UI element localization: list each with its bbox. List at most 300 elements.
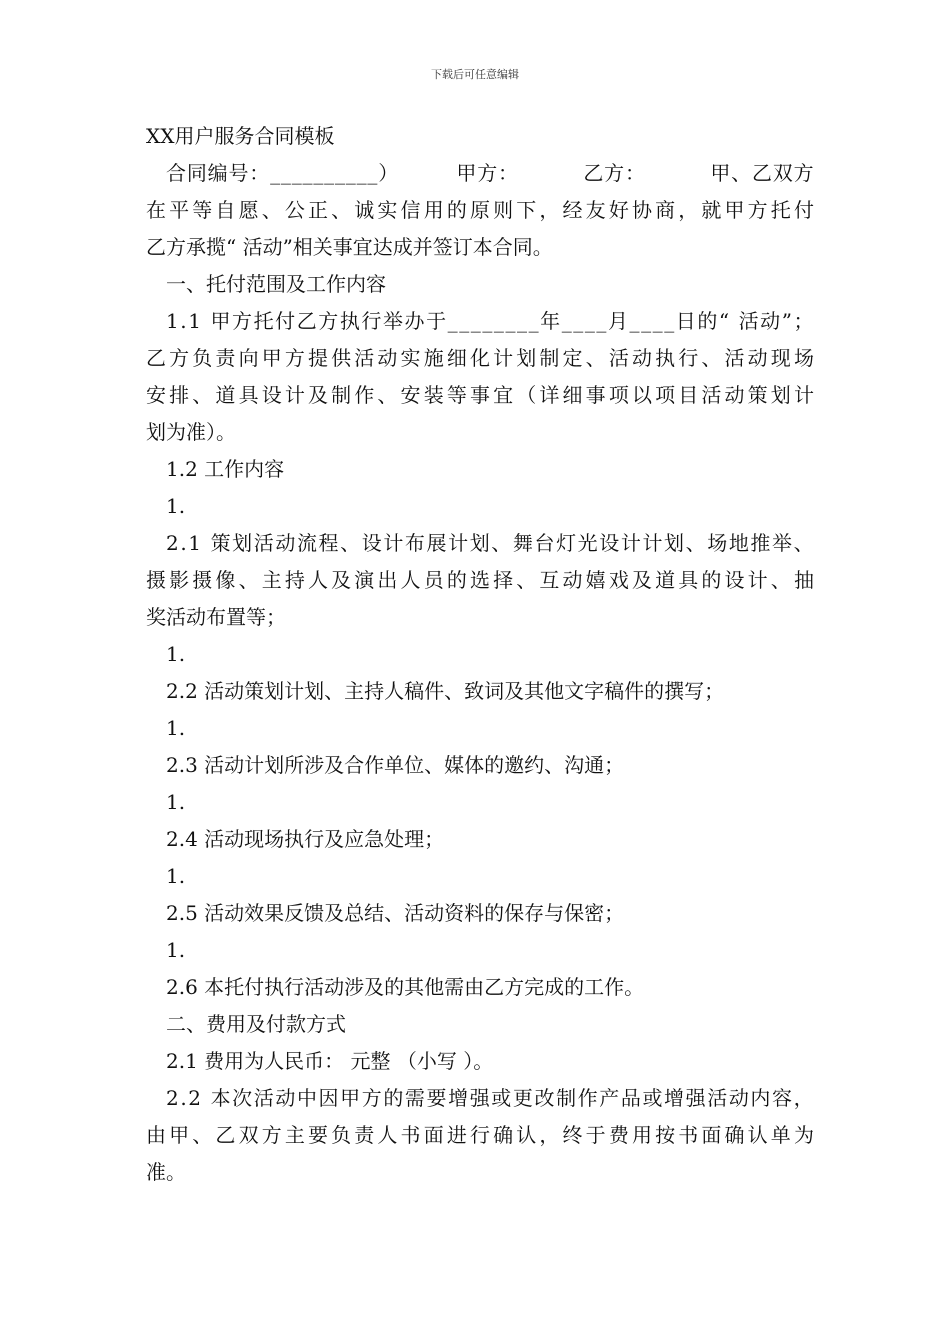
glyph: 单 bbox=[770, 1123, 791, 1147]
glyph: 付 bbox=[793, 198, 814, 222]
contract-line: 二、费用及付款方式 bbox=[166, 1012, 346, 1036]
glyph: ， bbox=[678, 198, 699, 222]
glyph: 人 bbox=[400, 568, 421, 592]
glyph: 行 bbox=[361, 309, 382, 333]
glyph: _ bbox=[528, 309, 539, 333]
glyph: 、 bbox=[331, 198, 352, 222]
glyph: _ bbox=[291, 161, 302, 185]
glyph: 、 bbox=[340, 531, 361, 555]
glyph: 活 bbox=[738, 309, 759, 333]
glyph: ， bbox=[539, 198, 560, 222]
glyph bbox=[526, 155, 532, 192]
glyph: . bbox=[180, 1086, 187, 1110]
glyph: 产 bbox=[599, 1086, 620, 1110]
glyph: 则 bbox=[493, 198, 514, 222]
glyph: 制 bbox=[331, 383, 352, 407]
glyph: 实 bbox=[377, 198, 398, 222]
glyph: _ bbox=[324, 161, 335, 185]
glyph: 由 bbox=[146, 1123, 166, 1147]
glyph: _ bbox=[596, 309, 607, 333]
glyph bbox=[731, 303, 737, 340]
contract-line: 准。 bbox=[146, 1160, 186, 1184]
contract-line bbox=[146, 377, 814, 414]
glyph: 计 bbox=[620, 531, 641, 555]
glyph: 动 bbox=[377, 346, 398, 370]
glyph: 具 bbox=[678, 568, 699, 592]
glyph: 2 bbox=[166, 1086, 179, 1110]
glyph: _ bbox=[447, 309, 458, 333]
contract-line bbox=[146, 525, 814, 562]
glyph bbox=[519, 155, 525, 192]
glyph: 以 bbox=[631, 383, 652, 407]
glyph: 认 bbox=[516, 1123, 537, 1147]
glyph: 供 bbox=[331, 346, 352, 370]
glyph bbox=[689, 155, 695, 192]
glyph: 动 bbox=[760, 309, 781, 333]
glyph: 日 bbox=[675, 309, 696, 333]
glyph: 甲 bbox=[261, 346, 282, 370]
glyph: 面 bbox=[423, 1123, 444, 1147]
glyph: 要 bbox=[307, 1123, 328, 1147]
glyph: 用 bbox=[423, 198, 444, 222]
glyph bbox=[667, 155, 673, 192]
glyph bbox=[203, 525, 209, 562]
glyph: 双 bbox=[772, 161, 793, 185]
glyph: 动 bbox=[724, 383, 745, 407]
glyph: 影 bbox=[169, 568, 190, 592]
glyph: 合 bbox=[166, 161, 186, 185]
glyph: 进 bbox=[446, 1123, 467, 1147]
glyph: 的 bbox=[446, 568, 467, 592]
glyph: 摄 bbox=[192, 568, 213, 592]
glyph: 方 bbox=[232, 309, 252, 333]
glyph: 托 bbox=[770, 198, 791, 222]
glyph: 强 bbox=[685, 1086, 706, 1110]
glyph: 面 bbox=[701, 1123, 722, 1147]
glyph: 场 bbox=[707, 531, 728, 555]
glyph: 容 bbox=[772, 1086, 792, 1110]
glyph: 信 bbox=[400, 198, 421, 222]
glyph: 按 bbox=[655, 1123, 676, 1147]
glyph: 甲 bbox=[169, 1123, 190, 1147]
glyph: 道 bbox=[655, 568, 676, 592]
glyph: 现 bbox=[770, 346, 791, 370]
glyph: 地 bbox=[728, 531, 749, 555]
glyph: . bbox=[180, 531, 187, 555]
glyph: 互 bbox=[539, 568, 560, 592]
glyph: 方 bbox=[604, 161, 625, 185]
glyph: 甲 bbox=[456, 161, 477, 185]
glyph: 灯 bbox=[556, 531, 577, 555]
glyph: 择 bbox=[493, 568, 514, 592]
glyph: 活 bbox=[701, 383, 722, 407]
glyph: 员 bbox=[423, 568, 444, 592]
glyph: _ bbox=[356, 161, 367, 185]
glyph: 改 bbox=[534, 1086, 555, 1110]
glyph: _ bbox=[302, 161, 313, 185]
contract-line bbox=[146, 192, 814, 229]
contract-line: 划为准）。 bbox=[146, 420, 236, 444]
glyph: 好 bbox=[608, 198, 629, 222]
glyph: 活 bbox=[354, 346, 375, 370]
contract-line: 1. bbox=[166, 716, 186, 740]
glyph: 目 bbox=[678, 383, 699, 407]
glyph bbox=[674, 155, 680, 192]
contract-line: 1. bbox=[166, 642, 186, 666]
glyph: 化 bbox=[469, 346, 490, 370]
glyph: _ bbox=[629, 309, 640, 333]
contract-line bbox=[146, 1080, 814, 1117]
glyph: 人 bbox=[307, 568, 328, 592]
glyph: 费 bbox=[608, 1123, 629, 1147]
glyph: 、 bbox=[516, 568, 537, 592]
glyph: 划 bbox=[516, 346, 537, 370]
glyph: 主 bbox=[261, 568, 282, 592]
glyph: 负 bbox=[192, 346, 213, 370]
contract-line bbox=[146, 155, 814, 192]
glyph: 甲 bbox=[210, 309, 231, 333]
glyph: 号 bbox=[228, 161, 249, 185]
glyph: _ bbox=[493, 309, 504, 333]
glyph: ； bbox=[793, 309, 814, 333]
glyph: 平 bbox=[169, 198, 190, 222]
glyph: _ bbox=[313, 161, 324, 185]
glyph: 公 bbox=[284, 198, 305, 222]
glyph: 台 bbox=[534, 531, 555, 555]
glyph: 、 bbox=[585, 346, 606, 370]
glyph: 方 bbox=[318, 309, 339, 333]
glyph: 计 bbox=[793, 383, 814, 407]
glyph: 宜 bbox=[493, 383, 514, 407]
contract-line: 2.5 活动效果反馈及总结、活动资料的保存与保密； bbox=[166, 901, 625, 925]
glyph: 品 bbox=[620, 1086, 641, 1110]
glyph bbox=[203, 1080, 209, 1117]
glyph: 方 bbox=[747, 198, 768, 222]
glyph: 、 bbox=[491, 531, 512, 555]
glyph: 1 bbox=[188, 531, 202, 555]
glyph: 增 bbox=[664, 1086, 685, 1110]
contract-line bbox=[146, 1117, 814, 1154]
glyph: 于 bbox=[426, 309, 447, 333]
glyph: 动 bbox=[275, 531, 296, 555]
glyph: 细 bbox=[446, 346, 467, 370]
glyph: 行 bbox=[678, 346, 699, 370]
glyph: 同 bbox=[186, 161, 207, 185]
glyph: _ bbox=[573, 309, 584, 333]
glyph: 光 bbox=[577, 531, 598, 555]
glyph: 动 bbox=[747, 346, 768, 370]
glyph: 举 bbox=[772, 531, 792, 555]
glyph: _ bbox=[652, 309, 663, 333]
glyph bbox=[696, 155, 702, 192]
glyph: _ bbox=[280, 161, 291, 185]
glyph: 人 bbox=[377, 1123, 398, 1147]
glyph: 商 bbox=[655, 198, 676, 222]
glyph: 、 bbox=[685, 531, 706, 555]
glyph: 等 bbox=[446, 383, 467, 407]
glyph: 划 bbox=[232, 531, 253, 555]
glyph: ” bbox=[781, 309, 792, 333]
contract-line: 2.1 费用为人民币： 元整 （小写 ）。 bbox=[166, 1049, 494, 1073]
glyph: ） bbox=[378, 161, 399, 185]
contract-line: 乙方承揽“ 活动”相关事宜达成并签订本合同。 bbox=[146, 235, 553, 259]
glyph: 、 bbox=[192, 383, 213, 407]
glyph: 正 bbox=[307, 198, 328, 222]
glyph: 执 bbox=[655, 346, 676, 370]
glyph: 更 bbox=[512, 1086, 533, 1110]
glyph: 计 bbox=[642, 531, 663, 555]
glyph: 或 bbox=[491, 1086, 512, 1110]
glyph: 事 bbox=[469, 383, 490, 407]
glyph: 抽 bbox=[793, 568, 814, 592]
glyph bbox=[533, 155, 539, 192]
glyph: 、 bbox=[377, 383, 398, 407]
glyph bbox=[569, 155, 575, 192]
contract-line: 2.2 活动策划计划、主持人稿件、致词及其他文字稿件的撰写； bbox=[166, 679, 725, 703]
glyph: 装 bbox=[423, 383, 444, 407]
glyph: 在 bbox=[146, 198, 166, 222]
glyph: 因 bbox=[318, 1086, 339, 1110]
glyph: _ bbox=[334, 161, 345, 185]
glyph: 2 bbox=[188, 1086, 202, 1110]
glyph: 划 bbox=[469, 531, 490, 555]
glyph bbox=[428, 155, 434, 192]
glyph: _ bbox=[270, 161, 281, 185]
glyph: _ bbox=[505, 309, 516, 333]
glyph: 确 bbox=[493, 1123, 514, 1147]
glyph: 编 bbox=[207, 161, 228, 185]
glyph: 中 bbox=[296, 1086, 317, 1110]
glyph: 甲 bbox=[340, 1086, 361, 1110]
glyph: 流 bbox=[296, 531, 317, 555]
contract-line: 奖活动布置等； bbox=[146, 605, 286, 629]
glyph: 诚 bbox=[354, 198, 375, 222]
glyph: 或 bbox=[642, 1086, 663, 1110]
glyph: 等 bbox=[192, 198, 213, 222]
glyph: 计 bbox=[383, 531, 404, 555]
glyph: 动 bbox=[562, 568, 583, 592]
contract-line bbox=[146, 340, 814, 377]
glyph: 设 bbox=[724, 568, 745, 592]
glyph: 计 bbox=[747, 568, 768, 592]
glyph: 次 bbox=[232, 1086, 253, 1110]
document-title: XX用户服务合同模板 bbox=[146, 124, 335, 148]
glyph bbox=[413, 155, 419, 192]
glyph bbox=[203, 303, 209, 340]
glyph: 协 bbox=[631, 198, 652, 222]
contract-line: 1. bbox=[166, 864, 186, 888]
glyph: _ bbox=[470, 309, 481, 333]
glyph: ： bbox=[498, 161, 518, 185]
glyph: 1 bbox=[166, 309, 179, 333]
glyph bbox=[421, 155, 427, 192]
glyph: 程 bbox=[318, 531, 339, 555]
glyph: 活 bbox=[724, 346, 745, 370]
glyph: 活 bbox=[608, 346, 629, 370]
contract-line: 1.2 工作内容 bbox=[166, 457, 285, 481]
glyph bbox=[435, 155, 441, 192]
glyph: 主 bbox=[284, 1123, 305, 1147]
glyph: 动 bbox=[631, 346, 652, 370]
glyph: 计 bbox=[284, 383, 305, 407]
glyph: 乙 bbox=[583, 161, 604, 185]
glyph: 策 bbox=[747, 383, 768, 407]
glyph: 自 bbox=[215, 198, 236, 222]
glyph bbox=[406, 155, 412, 192]
contract-line: 2.4 活动现场执行及应急处理； bbox=[166, 827, 445, 851]
glyph: 下 bbox=[516, 198, 537, 222]
glyph: _ bbox=[367, 161, 378, 185]
glyph: 持 bbox=[284, 568, 305, 592]
glyph: 本 bbox=[210, 1086, 231, 1110]
glyph: 经 bbox=[562, 198, 583, 222]
glyph: 年 bbox=[540, 309, 561, 333]
glyph: 责 bbox=[354, 1123, 375, 1147]
glyph: 确 bbox=[724, 1123, 745, 1147]
glyph bbox=[703, 155, 709, 192]
glyph: 内 bbox=[750, 1086, 771, 1110]
glyph: _ bbox=[641, 309, 652, 333]
glyph: 详 bbox=[539, 383, 560, 407]
glyph: 活 bbox=[253, 1086, 274, 1110]
glyph: 及 bbox=[307, 383, 328, 407]
contract-line: 1. bbox=[166, 790, 186, 814]
glyph: 排 bbox=[169, 383, 190, 407]
glyph: 活 bbox=[707, 1086, 728, 1110]
glyph: 办 bbox=[404, 309, 425, 333]
glyph: 活 bbox=[253, 531, 274, 555]
contract-line: 一、托付范围及工作内容 bbox=[166, 272, 386, 296]
glyph: 月 bbox=[607, 309, 628, 333]
glyph bbox=[653, 155, 659, 192]
glyph: 出 bbox=[377, 568, 398, 592]
glyph: 道 bbox=[215, 383, 236, 407]
glyph: 方 bbox=[169, 346, 190, 370]
glyph: 、 bbox=[261, 198, 282, 222]
glyph: 及 bbox=[631, 568, 652, 592]
glyph: （ bbox=[516, 383, 537, 407]
glyph bbox=[682, 155, 688, 192]
glyph: _ bbox=[482, 309, 493, 333]
glyph: 、 bbox=[192, 1123, 213, 1147]
glyph: 事 bbox=[585, 383, 606, 407]
glyph: 、 bbox=[793, 531, 814, 555]
glyph: _ bbox=[584, 309, 595, 333]
glyph: 付 bbox=[275, 309, 296, 333]
glyph: . bbox=[180, 309, 187, 333]
glyph: 布 bbox=[404, 531, 425, 555]
glyph: 原 bbox=[469, 198, 490, 222]
glyph: 作 bbox=[354, 383, 375, 407]
glyph: 施 bbox=[423, 346, 444, 370]
glyph: 愿 bbox=[238, 198, 259, 222]
glyph: 的 bbox=[701, 568, 722, 592]
glyph bbox=[540, 155, 546, 192]
glyph: 、 bbox=[731, 161, 752, 185]
glyph: 策 bbox=[210, 531, 231, 555]
glyph: 就 bbox=[701, 198, 722, 222]
glyph: ： bbox=[249, 161, 270, 185]
glyph: 像 bbox=[215, 568, 236, 592]
glyph: _ bbox=[517, 309, 527, 333]
glyph: 强 bbox=[469, 1086, 490, 1110]
glyph: 摄 bbox=[146, 568, 166, 592]
glyph: 书 bbox=[678, 1123, 699, 1147]
glyph: 乙 bbox=[296, 309, 317, 333]
glyph: 要 bbox=[426, 1086, 447, 1110]
glyph: 实 bbox=[400, 346, 421, 370]
glyph: 细 bbox=[562, 383, 583, 407]
glyph bbox=[562, 155, 568, 192]
contract-line: 1. bbox=[166, 938, 186, 962]
glyph: 作 bbox=[577, 1086, 598, 1110]
glyph: 双 bbox=[238, 1123, 259, 1147]
contract-text-lines bbox=[146, 155, 814, 1191]
glyph: 2 bbox=[166, 531, 179, 555]
glyph: 的 bbox=[697, 309, 718, 333]
glyph: 托 bbox=[253, 309, 274, 333]
glyph: 项 bbox=[655, 383, 676, 407]
glyph: 推 bbox=[750, 531, 771, 555]
glyph: 选 bbox=[469, 568, 490, 592]
page-header-note: 下载后可任意编辑 bbox=[431, 68, 519, 81]
glyph: 行 bbox=[469, 1123, 490, 1147]
contract-line bbox=[146, 303, 814, 340]
glyph: 戏 bbox=[608, 568, 629, 592]
glyph: 为 bbox=[793, 1123, 814, 1147]
glyph: 乙 bbox=[215, 1123, 236, 1147]
glyph: _ bbox=[345, 161, 356, 185]
glyph: 划 bbox=[770, 383, 791, 407]
glyph: “ bbox=[718, 309, 730, 333]
glyph: 书 bbox=[400, 1123, 421, 1147]
glyph: 的 bbox=[446, 198, 467, 222]
glyph: 甲 bbox=[710, 161, 731, 185]
glyph: 舞 bbox=[512, 531, 533, 555]
glyph: 定 bbox=[562, 346, 583, 370]
glyph: 需 bbox=[404, 1086, 425, 1110]
contract-line: 1. bbox=[166, 494, 186, 518]
contract-line: 2.6 本托付执行活动涉及的其他需由乙方完成的工作。 bbox=[166, 975, 645, 999]
glyph: 具 bbox=[238, 383, 259, 407]
glyph: 安 bbox=[146, 383, 166, 407]
glyph: 及 bbox=[331, 568, 352, 592]
glyph: 嬉 bbox=[585, 568, 606, 592]
glyph: 动 bbox=[275, 1086, 296, 1110]
glyph: 于 bbox=[585, 1123, 606, 1147]
glyph: 制 bbox=[556, 1086, 577, 1110]
glyph: 增 bbox=[448, 1086, 469, 1110]
glyph: 设 bbox=[599, 531, 620, 555]
glyph: 方 bbox=[261, 1123, 282, 1147]
glyph: 划 bbox=[664, 531, 685, 555]
glyph: ， bbox=[793, 1086, 814, 1110]
glyph: 、 bbox=[701, 346, 722, 370]
glyph: ： bbox=[624, 161, 645, 185]
glyph: 用 bbox=[631, 1123, 652, 1147]
glyph: 方 bbox=[793, 161, 814, 185]
glyph bbox=[576, 155, 582, 192]
glyph: 安 bbox=[400, 383, 421, 407]
glyph: _ bbox=[664, 309, 675, 333]
glyph: 提 bbox=[307, 346, 328, 370]
glyph: _ bbox=[459, 309, 470, 333]
glyph: 1 bbox=[188, 309, 201, 333]
glyph: 方 bbox=[284, 346, 305, 370]
glyph bbox=[449, 155, 455, 192]
glyph bbox=[399, 155, 405, 192]
glyph bbox=[646, 155, 652, 192]
